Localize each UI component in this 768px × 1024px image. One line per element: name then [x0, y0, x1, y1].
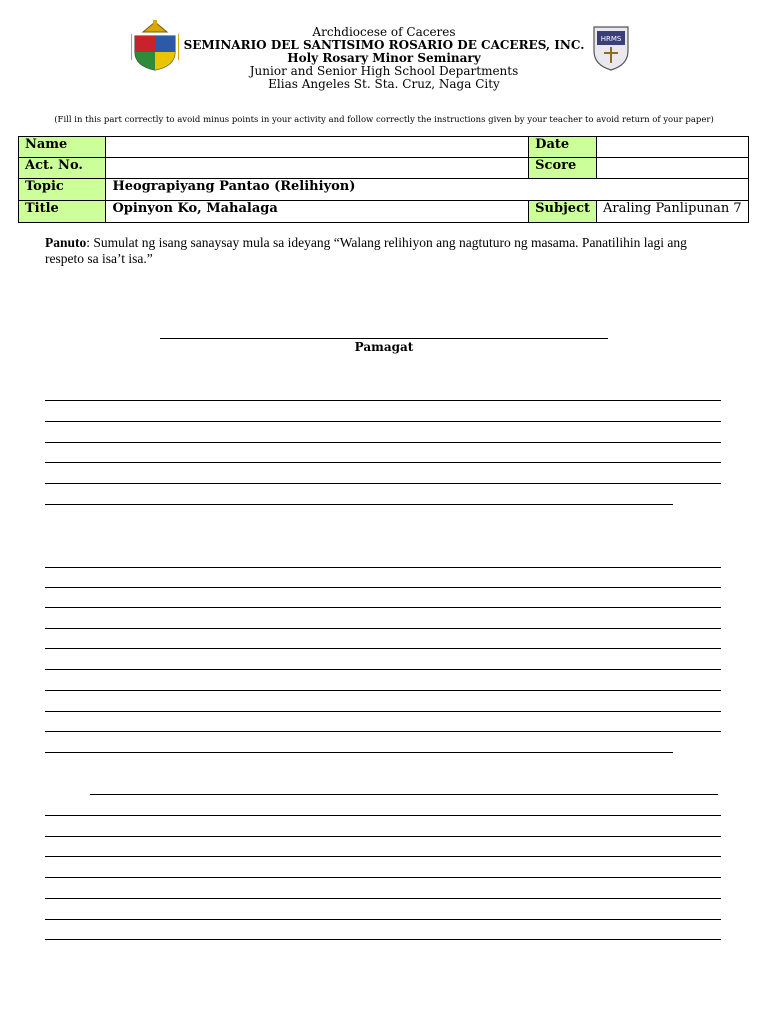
seminary-name: Holy Rosary Minor Seminary — [287, 51, 481, 65]
writing-line[interactable] — [45, 919, 721, 920]
essay-title-line[interactable] — [160, 338, 608, 339]
student-info-table — [18, 136, 749, 223]
archdiocese-name: Archdiocese of Caceres — [312, 25, 456, 39]
writing-line[interactable] — [45, 939, 721, 940]
name-label: Name — [19, 137, 106, 158]
name-field[interactable] — [106, 137, 529, 158]
subject-value: Araling Panlipunan 7 — [597, 201, 749, 223]
writing-line[interactable] — [45, 483, 721, 484]
writing-line[interactable] — [45, 711, 721, 712]
writing-line[interactable] — [45, 690, 721, 691]
date-field[interactable] — [597, 137, 749, 158]
table-row — [19, 201, 749, 223]
writing-line[interactable] — [45, 504, 673, 505]
writing-line[interactable] — [45, 731, 721, 732]
table-row — [19, 179, 749, 201]
school-name: SEMINARIO DEL SANTISIMO ROSARIO DE CACERES, INC. — [183, 38, 585, 52]
writing-line[interactable] — [45, 836, 721, 837]
table-row — [19, 137, 749, 158]
date-label: Date — [529, 137, 597, 158]
writing-line[interactable] — [90, 794, 718, 795]
writing-line[interactable] — [45, 442, 721, 443]
writing-line[interactable] — [45, 587, 721, 588]
directions-text: : Sumulat ng isang sanaysay mula sa ideyang “Walang relihiyon ang nagtuturo ng masama. Panatilihin lagi ang respeto sa isa’t isa.” — [45, 235, 687, 266]
subject-label: Subject — [529, 201, 597, 223]
score-label: Score — [529, 158, 597, 179]
departments: Junior and Senior High School Departments — [249, 64, 519, 78]
table-row — [19, 158, 749, 179]
writing-line[interactable] — [45, 421, 721, 422]
writing-line[interactable] — [45, 628, 721, 629]
actno-field[interactable] — [106, 158, 529, 179]
writing-line[interactable] — [45, 815, 721, 816]
writing-line[interactable] — [45, 898, 721, 899]
writing-line[interactable] — [45, 856, 721, 857]
writing-line[interactable] — [45, 607, 721, 608]
directions-label: Panuto — [45, 235, 87, 250]
directions — [45, 235, 725, 267]
topic-value: Heograpiyang Pantao (Relihiyon) — [106, 179, 749, 201]
writing-line[interactable] — [45, 877, 721, 878]
school-address: Elias Angeles St. Sta. Cruz, Naga City — [268, 77, 500, 91]
topic-label: Topic — [19, 179, 106, 201]
writing-line[interactable] — [45, 400, 721, 401]
school-header — [0, 26, 768, 91]
writing-line[interactable] — [45, 669, 721, 670]
title-label: Title — [19, 201, 106, 223]
score-field[interactable] — [597, 158, 749, 179]
svg-text:HRMS: HRMS — [600, 35, 622, 43]
writing-line[interactable] — [45, 462, 721, 463]
essay-title-label: Pamagat — [354, 340, 414, 354]
instruction-note: (Fill in this part correctly to avoid minus points in your activity and follow correctly the instructions given by your teacher to avoid return of your paper) — [54, 115, 714, 125]
title-value: Opinyon Ko, Mahalaga — [106, 201, 529, 223]
writing-line[interactable] — [45, 648, 721, 649]
writing-line[interactable] — [45, 567, 721, 568]
actno-label: Act. No. — [19, 158, 106, 179]
writing-line[interactable] — [45, 752, 673, 753]
